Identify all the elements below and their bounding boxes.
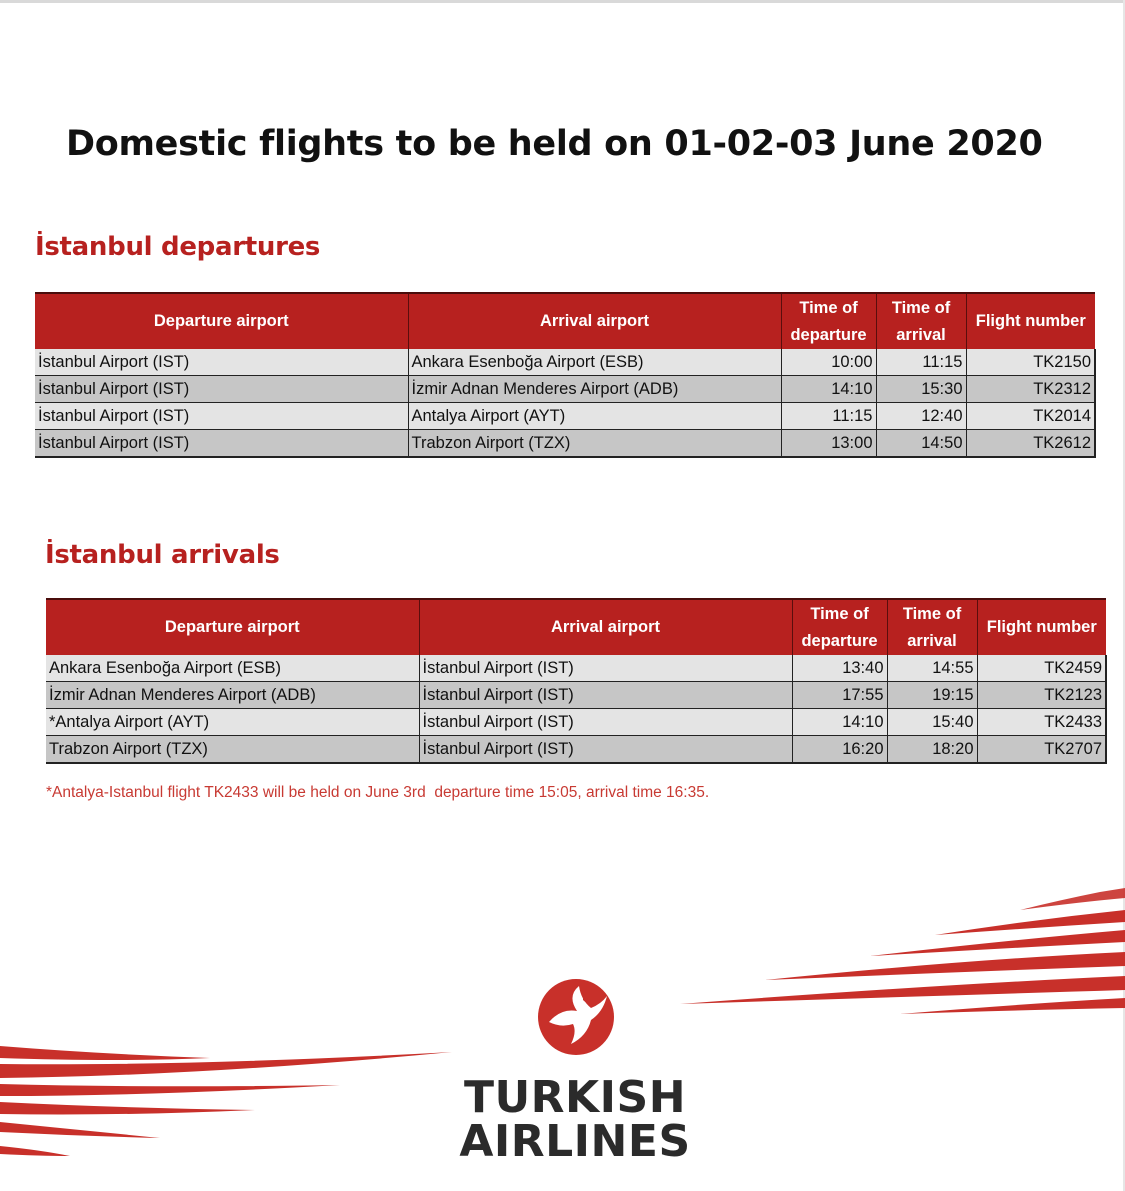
header-arrival-airport: Arrival airport	[419, 599, 792, 655]
departure-time-cell: 17:55	[792, 682, 887, 709]
header-time-of-arrival	[876, 293, 966, 349]
departure-time-cell: 13:40	[792, 655, 887, 682]
arrival-airport-cell: Ankara Esenboğa Airport (ESB)	[408, 349, 781, 376]
header-time-of-departure	[792, 599, 887, 655]
departure-airport-cell: İstanbul Airport (IST)	[35, 430, 408, 458]
arrival-airport-cell: İstanbul Airport (IST)	[419, 655, 792, 682]
departure-airport-cell: Trabzon Airport (TZX)	[46, 736, 419, 764]
departures-table	[35, 292, 1096, 458]
departure-time-cell: 16:20	[792, 736, 887, 764]
header-time-of-departure	[781, 293, 876, 349]
header-time-arr-line1: Time of	[902, 604, 962, 623]
header-time-arr-line1: Time of	[891, 298, 951, 317]
arrival-time-cell: 18:20	[887, 736, 977, 764]
header-arrival-airport: Arrival airport	[408, 293, 781, 349]
page-title: Domestic flights to be held on 01-02-03 June 2020	[66, 124, 1043, 164]
departure-airport-cell: İstanbul Airport (IST)	[35, 403, 408, 430]
table-row	[35, 430, 1095, 458]
departure-airport-cell: İzmir Adnan Menderes Airport (ADB)	[46, 682, 419, 709]
departure-airport-cell: *Antalya Airport (AYT)	[46, 709, 419, 736]
table-row	[35, 349, 1095, 376]
header-time-dep-line2: departure	[790, 325, 867, 344]
departure-airport-cell: İstanbul Airport (IST)	[35, 349, 408, 376]
arrival-time-cell: 19:15	[887, 682, 977, 709]
table-row	[46, 736, 1106, 764]
header-time-arr-line2: arrival	[896, 325, 946, 344]
arrival-time-cell: 12:40	[876, 403, 966, 430]
header-time-dep-line1: Time of	[799, 298, 858, 317]
header-time-arr-line2: arrival	[907, 631, 957, 650]
arrival-time-cell: 11:15	[876, 349, 966, 376]
header-flight-number: Flight number	[977, 599, 1106, 655]
flight-number-cell: TK2707	[977, 736, 1106, 764]
table-header-row	[46, 599, 1106, 655]
flight-number-cell: TK2433	[977, 709, 1106, 736]
table-row	[46, 682, 1106, 709]
table-row	[35, 376, 1095, 403]
table-row	[46, 655, 1106, 682]
footnote: *Antalya-Istanbul flight TK2433 will be held on June 3rd departure time 15:05, arrival time 16:35.	[46, 784, 710, 801]
arrival-time-cell: 14:50	[876, 430, 966, 458]
arrival-time-cell: 15:40	[887, 709, 977, 736]
header-time-dep-line2: departure	[801, 631, 878, 650]
departures-section-title: İstanbul departures	[35, 232, 321, 262]
turkish-airlines-bird-emblem-icon	[537, 978, 615, 1056]
flight-number-cell: TK2612	[966, 430, 1095, 458]
departure-time-cell: 10:00	[781, 349, 876, 376]
departure-time-cell: 14:10	[781, 376, 876, 403]
departure-airport-cell: Ankara Esenboğa Airport (ESB)	[46, 655, 419, 682]
arrivals-table	[46, 598, 1107, 764]
arrival-airport-cell: İstanbul Airport (IST)	[419, 736, 792, 764]
departure-airport-cell: İstanbul Airport (IST)	[35, 376, 408, 403]
arrival-time-cell: 15:30	[876, 376, 966, 403]
table-row	[46, 709, 1106, 736]
header-time-dep-line1: Time of	[810, 604, 869, 623]
arrival-time-cell: 14:55	[887, 655, 977, 682]
logo-text-line1: TURKISH	[463, 1072, 687, 1123]
arrival-airport-cell: Trabzon Airport (TZX)	[408, 430, 781, 458]
flight-number-cell: TK2459	[977, 655, 1106, 682]
arrival-airport-cell: İstanbul Airport (IST)	[419, 709, 792, 736]
flight-number-cell: TK2312	[966, 376, 1095, 403]
header-departure-airport: Departure airport	[35, 293, 408, 349]
header-flight-number: Flight number	[966, 293, 1095, 349]
flight-number-cell: TK2014	[966, 403, 1095, 430]
header-departure-airport: Departure airport	[46, 599, 419, 655]
departure-time-cell: 14:10	[792, 709, 887, 736]
table-header-row	[35, 293, 1095, 349]
flight-number-cell: TK2123	[977, 682, 1106, 709]
logo-text-line2: AIRLINES	[459, 1116, 691, 1167]
header-time-of-arrival	[887, 599, 977, 655]
table-row	[35, 403, 1095, 430]
arrival-airport-cell: Antalya Airport (AYT)	[408, 403, 781, 430]
arrival-airport-cell: İzmir Adnan Menderes Airport (ADB)	[408, 376, 781, 403]
departure-time-cell: 13:00	[781, 430, 876, 458]
departure-time-cell: 11:15	[781, 403, 876, 430]
arrival-airport-cell: İstanbul Airport (IST)	[419, 682, 792, 709]
top-border	[0, 0, 1125, 3]
arrivals-section-title: İstanbul arrivals	[45, 540, 280, 570]
flight-number-cell: TK2150	[966, 349, 1095, 376]
